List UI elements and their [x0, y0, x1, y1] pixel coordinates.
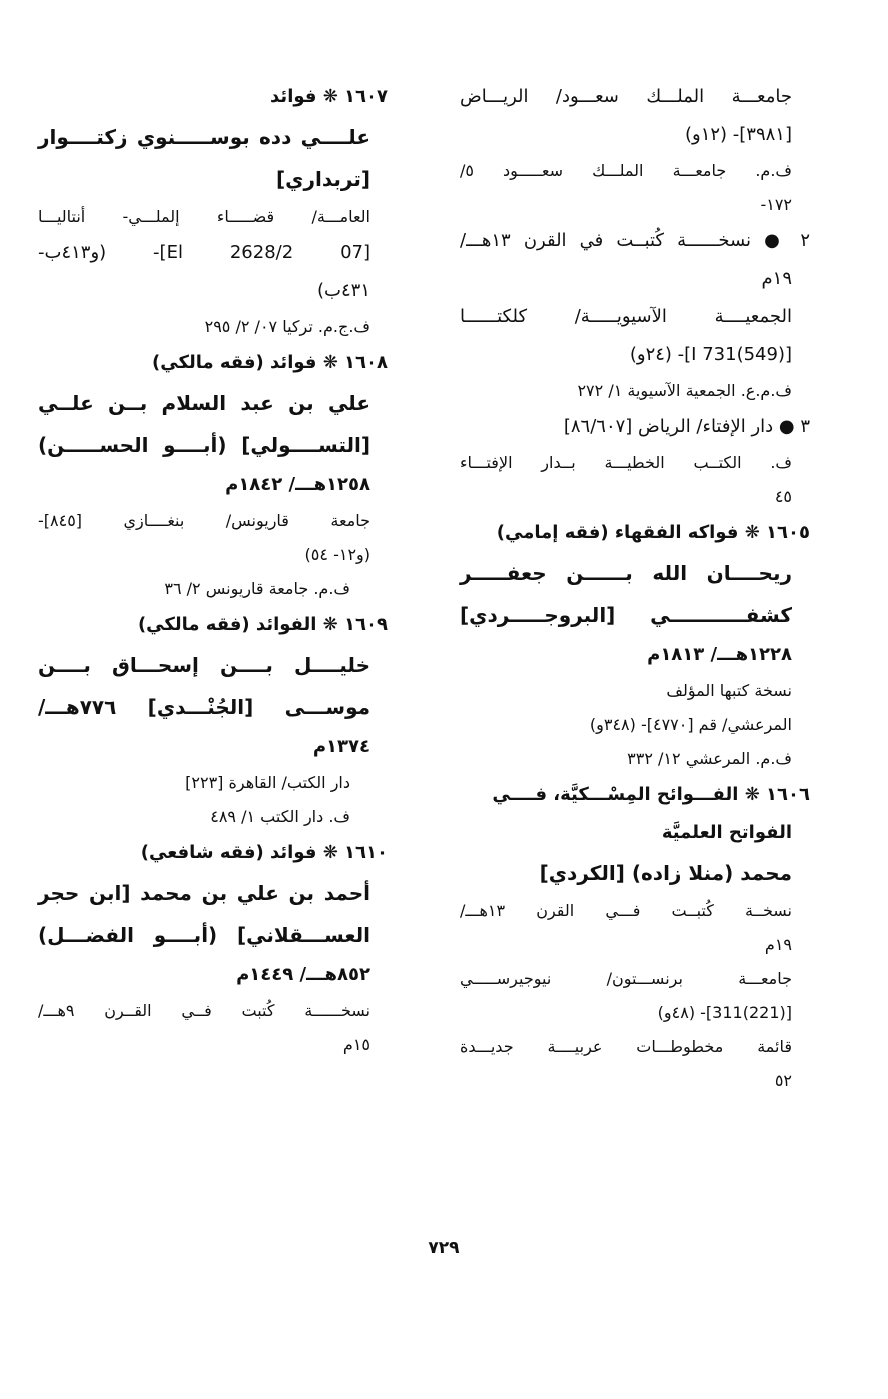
text-line: موســـى [الجُنْـــدي] ٧٧٦هـــ/ [38, 695, 370, 719]
text-line: الجمعيــــة الآسيويـــــة/ كلكتــــــا [460, 306, 792, 327]
text-line: ٨٥٢هـــ/ ١٤٤٩م [236, 964, 370, 985]
text-line: ٣ ● دار الإفتاء/ الرياض [٨٦/٦٠٧] [563, 416, 810, 437]
text-line: (و١٢- ٥٤) [304, 545, 370, 564]
text-line: ف.م. جامعة قاريونس ٢/ ٣٦ [164, 579, 350, 598]
text-line: قائمة مخطوطـــات عربيــــة جديـــدة [460, 1037, 792, 1056]
text-line: أحمد بن علي بن محمد [ابن حجر [38, 881, 370, 905]
text-line: علــــي دده بوســـــنوي زكتــــوار [38, 125, 370, 149]
text-line: ف. دار الكتب ١/ ٤٨٩ [210, 807, 350, 826]
text-line: ١٦٠٦ ❋ الفـــوائح المِسْـــكيَّة، فــــي [492, 784, 810, 805]
text-line: ٢ ● نسخــــــة كُتبــت في القرن ١٣هـــ/ [460, 230, 810, 251]
text-line: دار الكتب/ القاهرة [٢٢٣] [185, 773, 350, 792]
text-line: ١٦١٠ ❋ فوائد (فقه شافعي) [140, 842, 388, 863]
text-line: [٣٩٨١]- (١٢و) [684, 124, 792, 145]
text-line: ريحــــان الله بــــــن جعفـــــر [460, 561, 792, 585]
text-line: ٥٢ [774, 1071, 792, 1090]
text-line: ف. الكتــب الخطيـــة بــدار الإفتـــاء [460, 453, 792, 472]
right-column [460, 78, 810, 1098]
text-line: ١٧٢- [760, 195, 792, 214]
text-line: جامعة قاريونس/ بنغــــازي [٨٤٥]- [38, 511, 370, 530]
text-line: المرعشي/ قم [٤٧٧٠]- (٣٤٨و) [589, 715, 792, 734]
text-line: [تربداري] [276, 167, 370, 191]
text-line: محمد (منلا زاده) [الكردي] [539, 861, 792, 885]
text-line: جامعـــة برنســـتون/ نيوجيرســـــي [460, 969, 792, 988]
page-number: ٧٢٩ [428, 1238, 460, 1258]
text-line: العامـــة/ قضـــــاء إلملـــي- أنتاليـــا [38, 207, 370, 226]
text-line: خليــــل بــــن إسحـــاق بــــن [38, 653, 370, 677]
text-line: ف.م.ع. الجمعية الآسيوية ١/ ٢٧٢ [577, 381, 792, 400]
text-line: [التســــولي] (أبــــو الحســـــن) [38, 433, 370, 457]
text-line: ١٩م [761, 268, 792, 289]
text-line: ١٢٥٨هـــ/ ١٨٤٢م [225, 474, 370, 495]
text-line: ١٦٠٥ ❋ فواكه الفقهاء (فقه إمامي) [496, 522, 810, 543]
text-line: نسخــة كُتبــت فـــي القرن ١٣هـــ/ [460, 901, 792, 920]
text-line: ١٣٧٤م [312, 736, 370, 757]
text-line: الفواتح العلميَّة [661, 822, 792, 843]
text-line: علي بن عبد السلام بــن علــي [38, 391, 370, 415]
text-line: ف.م. جامعـــة الملـــك سعـــــود ٥/ [460, 161, 792, 180]
text-line: [07 El 2628/2]- (و٤١٣ب- [38, 242, 370, 263]
text-line: كشفـــــــــــي [البروجـــــردي] [460, 603, 792, 627]
text-line: جامعـــة الملـــك سعـــود/ الريـــاض [460, 86, 792, 107]
text-line: ١٦٠٩ ❋ الفوائد (فقه مالكي) [137, 614, 388, 635]
text-line: [(221)311]- (٤٨و) [657, 1003, 792, 1022]
text-line: ٤٥ [774, 487, 792, 506]
text-line: ١٢٢٨هـــ/ ١٨١٣م [647, 644, 792, 665]
text-line: العســـقلاني] (أبــــو الفضـــل) [38, 923, 370, 947]
text-line: [(549)I 731]- (٢٤و) [629, 344, 792, 365]
text-line: ١٥م [342, 1035, 370, 1054]
text-line: ف.م. المرعشي ١٢/ ٣٣٢ [627, 749, 792, 768]
text-line: ١٩م [764, 935, 792, 954]
text-line: نسخة كتبها المؤلف [666, 681, 792, 700]
text-line: ف.ج.م. تركيا ٠٧/ ٢/ ٢٩٥ [204, 317, 370, 336]
text-line: ٤٣١ب) [317, 280, 370, 301]
text-line: ١٦٠٨ ❋ فوائد (فقه مالكي) [152, 352, 388, 373]
text-line: ١٦٠٧ ❋ فوائد [270, 86, 388, 107]
text-line: نسخــــــة كُتبت فــي القــرن ٩هـــ/ [38, 1001, 370, 1020]
left-column [38, 78, 388, 1062]
